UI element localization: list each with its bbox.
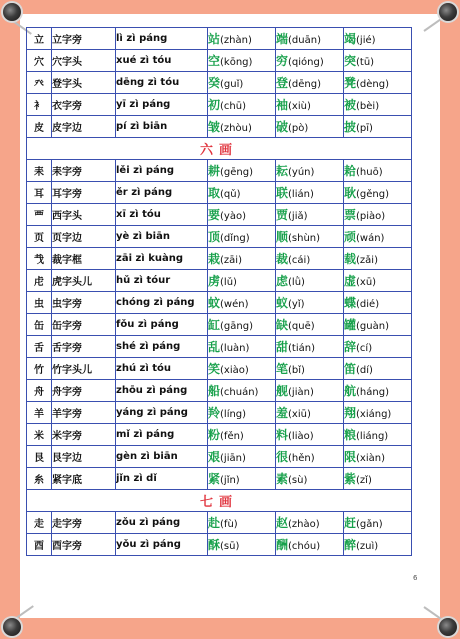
- example-cell: [344, 160, 412, 182]
- table-row: [27, 94, 412, 116]
- example-cell: [208, 226, 276, 248]
- example-pinyin: (wén): [220, 299, 249, 310]
- example-pinyin: (háng): [356, 387, 389, 398]
- example-pinyin: (tián): [288, 343, 315, 354]
- radical-cell: 耳: [27, 182, 52, 204]
- example-cell: [208, 248, 276, 270]
- example-cell: [208, 446, 276, 468]
- radical-cell: 虍: [27, 270, 52, 292]
- example-char: 顺: [276, 230, 289, 244]
- section-heading: 七画: [27, 490, 412, 512]
- table-row: [27, 512, 412, 534]
- pinyin-cell: xī zì tóu: [116, 204, 208, 226]
- pinyin-cell: yè zì biān: [116, 226, 208, 248]
- radical-name-cell: 竹字头儿: [52, 358, 116, 380]
- example-char: 登: [276, 76, 289, 90]
- example-pinyin: (liào): [288, 431, 314, 442]
- example-char: 航: [344, 384, 357, 398]
- example-char: 酬: [276, 538, 289, 552]
- example-char: 披: [344, 120, 357, 134]
- example-char: 顽: [344, 230, 357, 244]
- example-cell: [208, 358, 276, 380]
- example-cell: [208, 292, 276, 314]
- example-pinyin: (bèi): [356, 101, 380, 112]
- example-cell: [344, 314, 412, 336]
- example-cell: [344, 402, 412, 424]
- example-char: 罐: [344, 318, 357, 332]
- example-char: 耕: [208, 164, 221, 178]
- radical-name-cell: 舌字旁: [52, 336, 116, 358]
- example-cell: [276, 292, 344, 314]
- example-pinyin: (shùn): [288, 233, 321, 244]
- pinyin-cell: hǔ zì tóur: [116, 270, 208, 292]
- example-char: 乱: [208, 340, 221, 354]
- example-pinyin: (sū): [220, 541, 240, 552]
- example-cell: [344, 380, 412, 402]
- example-cell: [208, 512, 276, 534]
- example-char: 限: [344, 450, 357, 464]
- example-cell: [276, 380, 344, 402]
- example-char: 穷: [276, 54, 289, 68]
- example-char: 贾: [276, 208, 289, 222]
- radical-cell: 羊: [27, 402, 52, 424]
- example-char: 料: [276, 428, 289, 442]
- radical-cell: 艮: [27, 446, 52, 468]
- example-cell: [344, 358, 412, 380]
- radical-cell: 米: [27, 424, 52, 446]
- radical-cell: 立: [27, 28, 52, 50]
- example-pinyin: (lǔ): [220, 277, 237, 288]
- table-row: [27, 248, 412, 270]
- example-pinyin: (fěn): [220, 431, 244, 442]
- example-char: 载: [344, 252, 357, 266]
- radical-name-cell: 走字旁: [52, 512, 116, 534]
- example-char: 粮: [344, 428, 357, 442]
- example-char: 虑: [276, 274, 289, 288]
- radical-table: [26, 27, 412, 556]
- radical-cell: 癶: [27, 72, 52, 94]
- radical-name-cell: 穴字头: [52, 50, 116, 72]
- example-char: 破: [276, 120, 289, 134]
- example-cell: [344, 512, 412, 534]
- example-char: 羞: [276, 406, 289, 420]
- example-pinyin: (liáng): [356, 431, 389, 442]
- example-cell: [344, 94, 412, 116]
- example-cell: [276, 204, 344, 226]
- radical-name-cell: 页字边: [52, 226, 116, 248]
- example-pinyin: (zhòu): [220, 123, 252, 134]
- example-char: 素: [276, 472, 289, 486]
- example-char: 蚊: [208, 296, 221, 310]
- example-pinyin: (luàn): [220, 343, 250, 354]
- example-cell: [344, 50, 412, 72]
- example-cell: [208, 28, 276, 50]
- example-char: 站: [208, 32, 221, 46]
- table-row: [27, 380, 412, 402]
- example-char: 赶: [344, 516, 357, 530]
- radical-name-cell: 酉字旁: [52, 534, 116, 556]
- example-cell: [208, 424, 276, 446]
- example-char: 竭: [344, 32, 357, 46]
- example-cell: [344, 270, 412, 292]
- table-row: [27, 160, 412, 182]
- pinyin-cell: pí zì biān: [116, 116, 208, 138]
- example-char: 突: [344, 54, 357, 68]
- table-row: [27, 50, 412, 72]
- example-pinyin: (líng): [220, 409, 247, 420]
- example-char: 蚁: [276, 296, 289, 310]
- example-char: 甜: [276, 340, 289, 354]
- example-pinyin: (quē): [288, 321, 315, 332]
- example-cell: [208, 270, 276, 292]
- radical-cell: 舟: [27, 380, 52, 402]
- radical-name-cell: 虫字旁: [52, 292, 116, 314]
- example-cell: [344, 116, 412, 138]
- table-row: [27, 270, 412, 292]
- example-pinyin: (jiàn): [288, 387, 314, 398]
- example-pinyin: (pī): [356, 123, 373, 134]
- example-cell: [276, 446, 344, 468]
- example-cell: [276, 468, 344, 490]
- example-cell: [276, 28, 344, 50]
- example-char: 耠: [344, 164, 357, 178]
- example-pinyin: (yào): [220, 211, 246, 222]
- radical-name-cell: 立字旁: [52, 28, 116, 50]
- example-pinyin: (pò): [288, 123, 309, 134]
- example-pinyin: (hěn): [288, 453, 315, 464]
- example-char: 紧: [208, 472, 221, 486]
- example-cell: [344, 534, 412, 556]
- example-cell: [344, 336, 412, 358]
- table-row: [27, 116, 412, 138]
- example-pinyin: (gāng): [220, 321, 253, 332]
- example-cell: [276, 402, 344, 424]
- example-pinyin: (chū): [220, 101, 246, 112]
- radical-cell: 缶: [27, 314, 52, 336]
- pinyin-cell: mǐ zì páng: [116, 424, 208, 446]
- example-pinyin: (tū): [356, 57, 375, 68]
- example-char: 艰: [208, 450, 221, 464]
- example-pinyin: (yún): [288, 167, 315, 178]
- radical-name-cell: 登字头: [52, 72, 116, 94]
- example-char: 要: [208, 208, 221, 222]
- example-cell: [344, 424, 412, 446]
- example-char: 被: [344, 98, 357, 112]
- example-pinyin: (huō): [356, 167, 383, 178]
- example-pinyin: (duān): [288, 35, 321, 46]
- section-heading-row: [27, 138, 412, 160]
- example-char: 蝶: [344, 296, 357, 310]
- pinyin-cell: xué zì tóu: [116, 50, 208, 72]
- example-char: 耿: [344, 186, 357, 200]
- example-cell: [276, 358, 344, 380]
- radical-name-cell: 羊字旁: [52, 402, 116, 424]
- example-pinyin: (zhào): [288, 519, 320, 530]
- example-char: 初: [208, 98, 221, 112]
- example-cell: [276, 94, 344, 116]
- example-char: 皱: [208, 120, 221, 134]
- example-cell: [276, 182, 344, 204]
- table-row: [27, 468, 412, 490]
- example-pinyin: (dǐng): [220, 233, 250, 244]
- example-cell: [208, 94, 276, 116]
- table-row: [27, 204, 412, 226]
- radical-name-cell: 艮字边: [52, 446, 116, 468]
- example-char: 票: [344, 208, 357, 222]
- example-cell: [344, 248, 412, 270]
- example-pinyin: (jǐn): [220, 475, 240, 486]
- radical-name-cell: 虎字头儿: [52, 270, 116, 292]
- radical-cell: 走: [27, 512, 52, 534]
- pinyin-cell: chóng zì páng: [116, 292, 208, 314]
- example-cell: [208, 314, 276, 336]
- radical-cell: 页: [27, 226, 52, 248]
- example-cell: [276, 270, 344, 292]
- radical-name-cell: 米字旁: [52, 424, 116, 446]
- example-pinyin: (xū): [356, 277, 377, 288]
- radical-name-cell: 耒字旁: [52, 160, 116, 182]
- example-cell: [208, 160, 276, 182]
- example-char: 船: [208, 384, 221, 398]
- example-char: 凳: [344, 76, 357, 90]
- radical-name-cell: 耳字旁: [52, 182, 116, 204]
- example-char: 虚: [344, 274, 357, 288]
- example-pinyin: (bǐ): [288, 365, 305, 376]
- example-char: 袖: [276, 98, 289, 112]
- binder-clip-icon: [439, 3, 457, 21]
- example-cell: [344, 72, 412, 94]
- table-row: [27, 402, 412, 424]
- table-row: [27, 424, 412, 446]
- example-pinyin: (guǐ): [220, 79, 244, 90]
- example-pinyin: (kōng): [220, 57, 253, 68]
- example-char: 癸: [208, 76, 221, 90]
- example-pinyin: (qǔ): [220, 189, 241, 200]
- example-char: 舰: [276, 384, 289, 398]
- table-row: [27, 28, 412, 50]
- example-char: 裁: [276, 252, 289, 266]
- radical-cell: 皮: [27, 116, 52, 138]
- pinyin-cell: yáng zì páng: [116, 402, 208, 424]
- example-char: 笛: [344, 362, 357, 376]
- example-pinyin: (dí): [356, 365, 373, 376]
- example-cell: [276, 72, 344, 94]
- radical-cell: 糸: [27, 468, 52, 490]
- pinyin-cell: lěi zì páng: [116, 160, 208, 182]
- example-char: 缸: [208, 318, 221, 332]
- example-char: 栽: [208, 252, 221, 266]
- example-cell: [208, 534, 276, 556]
- radical-name-cell: 舟字旁: [52, 380, 116, 402]
- example-cell: [344, 182, 412, 204]
- radical-cell: 虫: [27, 292, 52, 314]
- example-pinyin: (jiǎ): [288, 211, 308, 222]
- example-cell: [208, 72, 276, 94]
- example-cell: [208, 116, 276, 138]
- example-cell: [344, 468, 412, 490]
- table-row: [27, 358, 412, 380]
- example-pinyin: (xiào): [220, 365, 249, 376]
- section-heading-row: [27, 490, 412, 512]
- example-cell: [276, 314, 344, 336]
- binder-clip-icon: [439, 618, 457, 636]
- example-char: 很: [276, 450, 289, 464]
- example-char: 紫: [344, 472, 357, 486]
- pinyin-cell: shé zì páng: [116, 336, 208, 358]
- example-cell: [276, 248, 344, 270]
- example-pinyin: (piào): [356, 211, 386, 222]
- example-pinyin: (gǎn): [356, 519, 383, 530]
- example-cell: [208, 380, 276, 402]
- example-pinyin: (zāi): [220, 255, 242, 266]
- binder-clip-icon: [3, 618, 21, 636]
- example-cell: [276, 50, 344, 72]
- table-row: [27, 292, 412, 314]
- example-pinyin: (xiū): [288, 409, 311, 420]
- example-char: 空: [208, 54, 221, 68]
- pinyin-cell: zāi zì kuàng: [116, 248, 208, 270]
- example-pinyin: (dēng): [288, 79, 322, 90]
- radical-name-cell: 皮字边: [52, 116, 116, 138]
- example-cell: [276, 534, 344, 556]
- radical-name-cell: 紧字底: [52, 468, 116, 490]
- radical-cell: 舌: [27, 336, 52, 358]
- example-char: 羚: [208, 406, 221, 420]
- example-char: 顶: [208, 230, 221, 244]
- example-char: 虏: [208, 274, 221, 288]
- radical-name-cell: 西字头: [52, 204, 116, 226]
- example-pinyin: (yǐ): [288, 299, 305, 310]
- example-char: 取: [208, 186, 221, 200]
- pinyin-cell: zhōu zì páng: [116, 380, 208, 402]
- example-cell: [344, 204, 412, 226]
- example-char: 醉: [344, 538, 357, 552]
- radical-cell: 衤: [27, 94, 52, 116]
- example-pinyin: (lǜ): [288, 277, 305, 288]
- pinyin-cell: lì zì páng: [116, 28, 208, 50]
- radical-name-cell: 裁字框: [52, 248, 116, 270]
- example-char: 辞: [344, 340, 357, 354]
- example-pinyin: (zhàn): [220, 35, 252, 46]
- example-char: 缺: [276, 318, 289, 332]
- table-row: [27, 314, 412, 336]
- example-pinyin: (chóu): [288, 541, 321, 552]
- example-cell: [276, 160, 344, 182]
- pinyin-cell: fǒu zì páng: [116, 314, 208, 336]
- example-pinyin: (gěng): [356, 189, 390, 200]
- example-pinyin: (zǐ): [356, 475, 372, 486]
- example-cell: [276, 424, 344, 446]
- example-char: 赵: [276, 516, 289, 530]
- radical-cell: 𢦏: [27, 248, 52, 270]
- table-row: [27, 446, 412, 468]
- example-pinyin: (zǎi): [356, 255, 378, 266]
- example-cell: [208, 402, 276, 424]
- example-pinyin: (cí): [356, 343, 373, 354]
- example-pinyin: (xiàn): [356, 453, 385, 464]
- binder-clip-icon: [3, 3, 21, 21]
- example-pinyin: (xiù): [288, 101, 311, 112]
- pinyin-cell: gèn zì biān: [116, 446, 208, 468]
- example-cell: [344, 446, 412, 468]
- table-row: [27, 336, 412, 358]
- radical-cell: 酉: [27, 534, 52, 556]
- example-cell: [344, 28, 412, 50]
- example-cell: [276, 116, 344, 138]
- example-cell: [208, 204, 276, 226]
- example-cell: [208, 336, 276, 358]
- example-pinyin: (fù): [220, 519, 238, 530]
- table-row: [27, 182, 412, 204]
- example-pinyin: (qióng): [288, 57, 324, 68]
- example-cell: [276, 226, 344, 248]
- example-char: 笑: [208, 362, 221, 376]
- example-pinyin: (lián): [288, 189, 314, 200]
- example-pinyin: (jiān): [220, 453, 246, 464]
- example-pinyin: (jié): [356, 35, 376, 46]
- radical-cell: 穴: [27, 50, 52, 72]
- example-pinyin: (gēng): [220, 167, 254, 178]
- pinyin-cell: yǒu zì páng: [116, 534, 208, 556]
- example-pinyin: (cái): [288, 255, 311, 266]
- example-char: 耘: [276, 164, 289, 178]
- example-cell: [276, 512, 344, 534]
- table-row: [27, 534, 412, 556]
- example-pinyin: (guàn): [356, 321, 389, 332]
- example-char: 赴: [208, 516, 221, 530]
- pinyin-cell: yī zì páng: [116, 94, 208, 116]
- example-pinyin: (chuán): [220, 387, 259, 398]
- example-char: 笔: [276, 362, 289, 376]
- radical-name-cell: 衣字旁: [52, 94, 116, 116]
- example-cell: [344, 226, 412, 248]
- example-cell: [208, 468, 276, 490]
- pinyin-cell: zhú zì tóu: [116, 358, 208, 380]
- example-char: 端: [276, 32, 289, 46]
- radical-cell: 覀: [27, 204, 52, 226]
- example-char: 酥: [208, 538, 221, 552]
- table-row: [27, 226, 412, 248]
- example-cell: [276, 336, 344, 358]
- example-cell: [208, 50, 276, 72]
- radical-cell: 耒: [27, 160, 52, 182]
- section-heading: 六画: [27, 138, 412, 160]
- pinyin-cell: ěr zì páng: [116, 182, 208, 204]
- pinyin-cell: dēng zì tóu: [116, 72, 208, 94]
- example-char: 联: [276, 186, 289, 200]
- radical-name-cell: 缶字旁: [52, 314, 116, 336]
- pinyin-cell: jǐn zì dǐ: [116, 468, 208, 490]
- table-row: [27, 72, 412, 94]
- page-number: 6: [413, 574, 418, 582]
- example-pinyin: (zuì): [356, 541, 379, 552]
- example-cell: [344, 292, 412, 314]
- example-char: 翔: [344, 406, 357, 420]
- example-pinyin: (dèng): [356, 79, 390, 90]
- radical-cell: 竹: [27, 358, 52, 380]
- example-pinyin: (sù): [288, 475, 308, 486]
- example-cell: [208, 182, 276, 204]
- pinyin-cell: zǒu zì páng: [116, 512, 208, 534]
- example-pinyin: (dié): [356, 299, 380, 310]
- example-pinyin: (wán): [356, 233, 385, 244]
- example-pinyin: (xiáng): [356, 409, 392, 420]
- example-char: 粉: [208, 428, 221, 442]
